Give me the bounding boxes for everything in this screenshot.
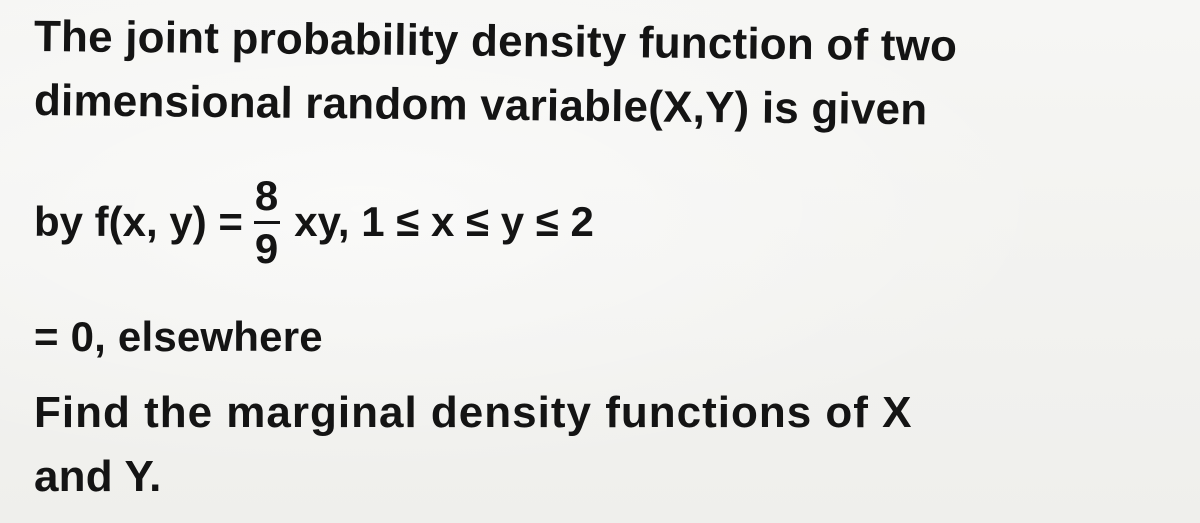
fraction (253, 171, 280, 272)
formula-suffix: xy, 1 ≤ x ≤ y ≤ 2 (294, 198, 594, 245)
elsewhere-line: = 0, elsewhere (34, 313, 323, 360)
fraction-bar (254, 221, 280, 224)
question-line-2: and Y. (34, 452, 162, 501)
fraction-numerator: 8 (254, 171, 279, 219)
pdf-formula (34, 162, 594, 282)
formula-prefix: by f(x, y) = (34, 198, 243, 245)
fraction-denominator: 9 (254, 224, 279, 272)
problem-line-1: The joint probability density function of two (33, 12, 958, 71)
question-line-1: Find the marginal density functions of X (34, 388, 913, 437)
problem-line-2: dimensional random variable(X,Y) is given (33, 76, 928, 135)
